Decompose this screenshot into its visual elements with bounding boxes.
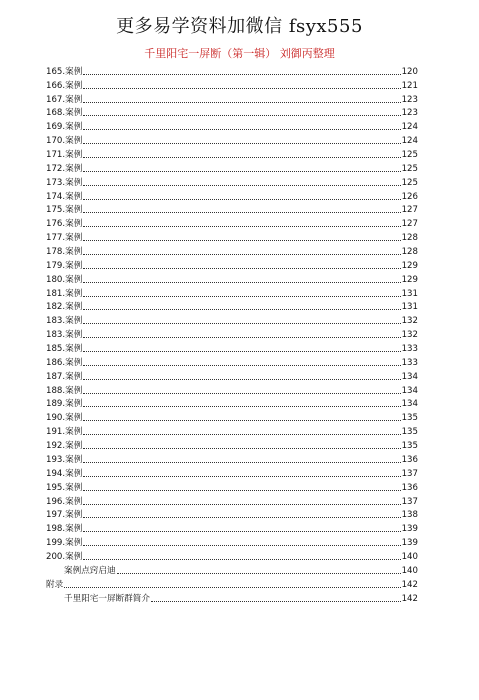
toc-entry-label: 185.案例: [46, 344, 83, 355]
toc-entry[interactable]: [46, 562, 418, 576]
toc-dot-leader: [83, 365, 400, 366]
toc-dot-leader: [83, 282, 400, 283]
toc-entry-label: 179.案例: [46, 260, 83, 271]
toc-entry[interactable]: [46, 285, 418, 299]
toc-entry-label: 183.案例: [46, 330, 83, 341]
toc-entry-label: 170.案例: [46, 136, 83, 147]
toc-entry-page-number: 136: [401, 482, 418, 493]
toc-dot-leader: [83, 517, 400, 518]
toc-entry-page-number: 132: [401, 316, 418, 327]
toc-entry[interactable]: [46, 202, 418, 216]
toc-dot-leader: [83, 171, 400, 172]
toc-entry[interactable]: [46, 146, 418, 160]
toc-dot-leader: [83, 448, 400, 449]
toc-entry-page-number: 142: [401, 579, 418, 590]
toc-entry[interactable]: [46, 299, 418, 313]
toc-entry-page-number: 124: [401, 136, 418, 147]
toc-entry[interactable]: [46, 576, 418, 590]
toc-entry-page-number: 124: [401, 122, 418, 133]
toc-entry-label: 186.案例: [46, 357, 83, 368]
toc-entry[interactable]: [46, 590, 418, 604]
toc-dot-leader: [83, 129, 400, 130]
toc-dot-leader: [83, 337, 400, 338]
toc-entry-page-number: 137: [401, 496, 418, 507]
toc-entry[interactable]: [46, 174, 418, 188]
toc-dot-leader: [83, 296, 400, 297]
toc-entry[interactable]: [46, 188, 418, 202]
toc-entry-page-number: 131: [401, 302, 418, 313]
toc-dot-leader: [83, 157, 400, 158]
toc-entry-page-number: 131: [401, 288, 418, 299]
toc-entry-label: 171.案例: [46, 150, 83, 161]
toc-dot-leader: [83, 309, 400, 310]
toc-entry-page-number: 139: [401, 538, 418, 549]
toc-entry[interactable]: [46, 257, 418, 271]
toc-entry-page-number: 128: [401, 233, 418, 244]
toc-entry[interactable]: [46, 493, 418, 507]
toc-entry-page-number: 128: [401, 247, 418, 258]
toc-entry-label: 172.案例: [46, 163, 83, 174]
toc-entry[interactable]: [46, 215, 418, 229]
toc-dot-leader: [64, 587, 400, 588]
book-subtitle: 千里阳宅一屏断（第一辑） 刘御丙整理: [144, 47, 335, 60]
toc-entry[interactable]: [46, 105, 418, 119]
toc-entry-page-number: 140: [401, 551, 418, 562]
toc-entry[interactable]: [46, 465, 418, 479]
toc-entry-label: 167.案例: [46, 94, 83, 105]
toc-entry-page-number: 125: [401, 150, 418, 161]
toc-dot-leader: [83, 240, 400, 241]
toc-entry-label: 189.案例: [46, 399, 83, 410]
toc-entry-label: 193.案例: [46, 454, 83, 465]
toc-dot-leader: [83, 462, 400, 463]
toc-dot-leader: [83, 420, 400, 421]
toc-dot-leader: [83, 351, 400, 352]
toc-entry[interactable]: [46, 91, 418, 105]
toc-entry-page-number: 133: [401, 344, 418, 355]
toc-entry-page-number: 134: [401, 399, 418, 410]
toc-entry[interactable]: [46, 271, 418, 285]
page-title: 更多易学资料加微信 fsyx555: [116, 16, 363, 37]
toc-entry-page-number: 120: [401, 66, 418, 77]
toc-entry-page-number: 133: [401, 357, 418, 368]
toc-entry-page-number: 125: [401, 177, 418, 188]
toc-dot-leader: [83, 102, 400, 103]
toc-dot-leader: [83, 212, 400, 213]
toc-entry-label: 188.案例: [46, 385, 83, 396]
toc-entry-label: 181.案例: [46, 288, 83, 299]
toc-dot-leader: [83, 434, 400, 435]
toc-dot-leader: [83, 185, 400, 186]
toc-entry-label: 198.案例: [46, 524, 83, 535]
toc-entry-label: 200.案例: [46, 551, 83, 562]
toc-dot-leader: [83, 531, 400, 532]
toc-dot-leader: [151, 601, 401, 602]
toc-entry[interactable]: [46, 132, 418, 146]
toc-entry[interactable]: [46, 520, 418, 534]
toc-entry-page-number: 129: [401, 260, 418, 271]
toc-entry[interactable]: [46, 354, 418, 368]
toc-entry-label: 165.案例: [46, 66, 83, 77]
toc-dot-leader: [83, 379, 400, 380]
toc-entry-label: 175.案例: [46, 205, 83, 216]
toc-entry-page-number: 136: [401, 454, 418, 465]
toc-entry-label: 182.案例: [46, 302, 83, 313]
toc-entry-label: 166.案例: [46, 80, 83, 91]
toc-entry[interactable]: [46, 160, 418, 174]
toc-entry-label: 191.案例: [46, 427, 83, 438]
toc-entry[interactable]: [46, 507, 418, 521]
toc-entry-label: 183.案例: [46, 316, 83, 327]
toc-entry[interactable]: [46, 243, 418, 257]
toc-dot-leader: [83, 268, 400, 269]
toc-entry-label: 千里阳宅一屏断群简介: [64, 593, 150, 604]
toc-entry-page-number: 135: [401, 413, 418, 424]
toc-entry[interactable]: [46, 409, 418, 423]
toc-entry-label: 178.案例: [46, 247, 83, 258]
toc-entry-label: 196.案例: [46, 496, 83, 507]
toc-entry-page-number: 134: [401, 385, 418, 396]
toc-entry-label: 187.案例: [46, 371, 83, 382]
toc-entry[interactable]: [46, 423, 418, 437]
toc-entry-label: 195.案例: [46, 482, 83, 493]
toc-entry-page-number: 126: [401, 191, 418, 202]
toc-entry[interactable]: [46, 229, 418, 243]
toc-entry[interactable]: [46, 63, 418, 77]
toc-entry[interactable]: [46, 340, 418, 354]
toc-entry[interactable]: [46, 479, 418, 493]
toc-dot-leader: [83, 559, 400, 560]
toc-entry-page-number: 132: [401, 330, 418, 341]
toc-entry[interactable]: [46, 451, 418, 465]
toc-entry-page-number: 123: [401, 108, 418, 119]
toc-dot-leader: [83, 254, 400, 255]
toc-entry[interactable]: [46, 77, 418, 91]
toc-entry-page-number: 138: [401, 510, 418, 521]
toc-entry-label: 192.案例: [46, 441, 83, 452]
toc-entry-page-number: 127: [401, 205, 418, 216]
toc-dot-leader: [83, 143, 400, 144]
toc-dot-leader: [83, 545, 400, 546]
toc-entry-page-number: 135: [401, 441, 418, 452]
toc-dot-leader: [83, 393, 400, 394]
toc-entry[interactable]: [46, 437, 418, 451]
toc-entry[interactable]: [46, 118, 418, 132]
toc-entry-label: 168.案例: [46, 108, 83, 119]
toc-dot-leader: [83, 476, 400, 477]
toc-entry-page-number: 137: [401, 468, 418, 479]
toc-entry-label: 174.案例: [46, 191, 83, 202]
toc-entry-page-number: 135: [401, 427, 418, 438]
toc-entry-page-number: 127: [401, 219, 418, 230]
toc-entry[interactable]: [46, 382, 418, 396]
toc-dot-leader: [83, 406, 400, 407]
toc-entry-label: 180.案例: [46, 274, 83, 285]
toc-entry-label: 附录: [46, 579, 64, 590]
toc-entry[interactable]: [46, 326, 418, 340]
toc-entry-label: 190.案例: [46, 413, 83, 424]
toc-entry[interactable]: [46, 396, 418, 410]
toc-entry-page-number: 129: [401, 274, 418, 285]
toc-entry-label: 194.案例: [46, 468, 83, 479]
table-of-contents: [46, 63, 418, 604]
toc-entry-label: 197.案例: [46, 510, 83, 521]
toc-entry-page-number: 125: [401, 163, 418, 174]
toc-dot-leader: [83, 115, 400, 116]
toc-entry-page-number: 123: [401, 94, 418, 105]
toc-dot-leader: [83, 226, 400, 227]
toc-entry-page-number: 134: [401, 371, 418, 382]
toc-dot-leader: [83, 504, 400, 505]
toc-entry[interactable]: [46, 368, 418, 382]
toc-entry-label: 199.案例: [46, 538, 83, 549]
toc-entry[interactable]: [46, 312, 418, 326]
toc-dot-leader: [117, 573, 401, 574]
toc-dot-leader: [83, 490, 400, 491]
toc-dot-leader: [83, 88, 400, 89]
toc-entry-page-number: 139: [401, 524, 418, 535]
toc-dot-leader: [83, 199, 400, 200]
toc-entry-page-number: 121: [401, 80, 418, 91]
toc-entry-label: 177.案例: [46, 233, 83, 244]
toc-entry-page-number: 140: [401, 565, 418, 576]
toc-entry-page-number: 142: [401, 593, 418, 604]
toc-entry-label: 173.案例: [46, 177, 83, 188]
toc-entry-label: 169.案例: [46, 122, 83, 133]
toc-entry-label: 176.案例: [46, 219, 83, 230]
toc-dot-leader: [83, 74, 400, 75]
toc-entry[interactable]: [46, 548, 418, 562]
toc-entry-label: 案例点窍启迪: [64, 565, 116, 576]
toc-entry[interactable]: [46, 534, 418, 548]
toc-dot-leader: [83, 323, 400, 324]
